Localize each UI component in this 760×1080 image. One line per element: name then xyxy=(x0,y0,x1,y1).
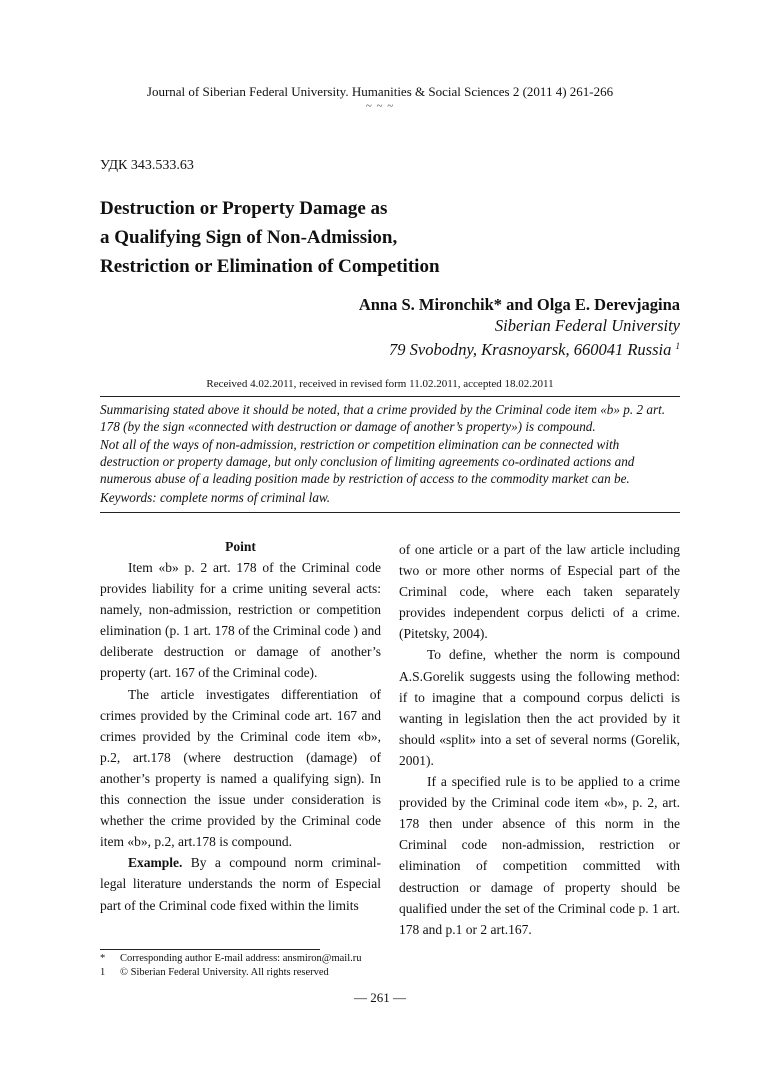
author-address: 79 Svobodny, Krasnoyarsk, 660041 Russia xyxy=(389,340,672,359)
example-label: Example. xyxy=(128,855,183,871)
header-ornament: ~ ~ ~ xyxy=(365,100,395,112)
author-block xyxy=(359,294,680,360)
right-column xyxy=(399,539,680,940)
article-title xyxy=(100,194,660,281)
author-address-line xyxy=(359,336,680,360)
title-line-1: Destruction or Property Damage as xyxy=(100,198,388,219)
keywords: Keywords: complete norms of criminal law. xyxy=(100,490,331,506)
title-line-2: a Qualifying Sign of Non-Admission, xyxy=(100,227,398,248)
author-names: Anna S. Mironchik* and Olga E. Derevjagina xyxy=(358,295,680,314)
address-footnote-mark: 1 xyxy=(675,341,680,351)
abstract-paragraph-2: Not all of the ways of non-admission, restriction or competition elimination can be connected with destruction or property damage, but only conclusion of limiting agreements co-ordinated actions and numerous abuse of a leading position made by restriction of access to the commodity market can be. xyxy=(100,436,635,487)
footnote-divider xyxy=(100,949,320,950)
footnote-1 xyxy=(100,952,362,966)
received-dates: Received 4.02.2011, received in revised form 11.02.2011, accepted 18.02.2011 xyxy=(206,378,554,390)
abstract-paragraph-1: Summarising stated above it should be noted, that a crime provided by the Criminal code item «b» p. 2 art. 178 (by the sign «connected with destruction or damage of another’s property») is compound. xyxy=(100,402,666,435)
left-paragraph-3 xyxy=(100,852,381,915)
journal-header: Journal of Siberian Federal University. Humanities & Social Sciences 2 (2011 4) 261-266 xyxy=(146,84,614,99)
footnote-2 xyxy=(100,966,362,980)
abstract xyxy=(100,396,680,513)
page-number: — 261 — xyxy=(354,990,406,1005)
left-paragraph-2: The article investigates differentiation of crimes provided by the Criminal code art. 167 and crimes provided by the Criminal code item «b», p.2, art.178 (where destruction (damage) of another’s property is named a qualifying sign). In this connection the issue under consideration is whether the crime provided by the Criminal code item «b», p.2, art.178 is compound. xyxy=(100,686,381,850)
author-affiliation: Siberian Federal University xyxy=(494,316,680,335)
left-paragraph-3-text: By a compound norm criminal-legal literature understands the norm of Especial part of the Criminal code fixed within the limits xyxy=(100,855,381,913)
left-paragraph-1: Item «b» p. 2 art. 178 of the Criminal code provides liability for a crime uniting several acts: namely, non-admission, restriction or competition elimination (p. 1 art. 178 of the Criminal code ) and deliberate destruction or damage of another’s property (art. 167 of the Criminal code). xyxy=(100,560,381,681)
title-line-3: Restriction or Elimination of Competition xyxy=(100,256,440,277)
footnote-1-text: Corresponding author E-mail address: ansmiron@mail.ru xyxy=(120,953,362,964)
right-paragraph-2: To define, whether the norm is compound A.S.Gorelik suggests using the following method: if to imagine that a compound corpus delicti is wanting in legislation then the act provided by it should «split» into a set of several norms (Gorelik, 2001). xyxy=(399,647,680,768)
udk-code: УДК 343.533.63 xyxy=(100,158,194,173)
footnotes xyxy=(100,952,362,980)
right-paragraph-1: of one article or a part of the law article including two or more other norms of Especial part of the Criminal code, where each taken separately provides independent corpus delicti of a crime. (Pitetsky, 2004). xyxy=(399,542,680,642)
right-paragraph-3: If a specified rule is to be applied to a crime provided by the Criminal code item «b», p. 2, art. 178 then under absence of this norm in the Criminal code non-admission, restriction or elimination of competition committed with destruction or damage of property should be qualified under the set of the Criminal code p. 1 art. 178 and p.1 or 2 art.167. xyxy=(399,774,680,937)
footnote-2-text: © Siberian Federal University. All rights reserved xyxy=(120,967,329,978)
footnote-2-mark: 1 xyxy=(100,967,106,978)
section-heading: Point xyxy=(225,539,256,554)
footnote-1-mark: * xyxy=(100,953,106,964)
left-column xyxy=(100,536,381,916)
